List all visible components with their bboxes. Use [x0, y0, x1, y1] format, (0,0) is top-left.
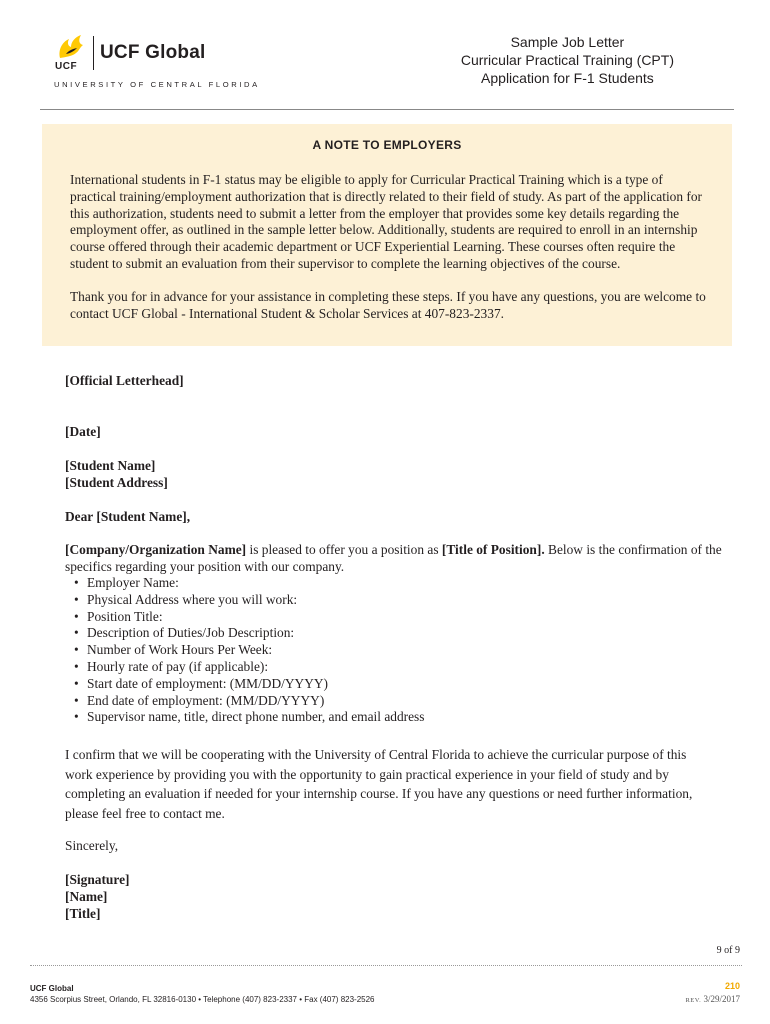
title-placeholder: [Title]	[65, 906, 101, 921]
name-placeholder: [Name]	[65, 889, 108, 904]
position-placeholder: [Title of Position].	[441, 542, 545, 557]
signature-placeholder: [Signature]	[65, 872, 130, 887]
footer-address: 4356 Scorpius Street, Orlando, FL 32816-0130 • Telephone (407) 823-2337 • Fax (407) 823-2526	[30, 995, 375, 1004]
list-item: • Number of Work Hours Per Week:	[74, 642, 424, 659]
title-line: Sample Job Letter	[510, 34, 625, 50]
note-paragraph: International students in F-1 status may be eligible to apply for Curricular Practical Training which is a type of practical training/employment authorization that is directly related to their field of study. As part of the application for this authorization, students need to submit a letter from the employer that provides some key details regarding the employment offer, as outlined in the sample letter below. Additionally, students are required to enroll in an internship course offered through their academic department or UCF Experiential Learning. These courses often require the student to submit an evaluation from their supervisor to complete the learning objectives of the course.	[70, 172, 703, 271]
list-item: • End date of employment: (MM/DD/YYYY)	[74, 693, 424, 710]
list-item: • Start date of employment: (MM/DD/YYYY)	[74, 676, 424, 693]
list-item: • Employer Name:	[74, 575, 424, 592]
ucf-wordmark: UCF	[55, 61, 78, 72]
company-placeholder: [Company/Organization Name]	[65, 542, 247, 557]
student-block	[65, 457, 715, 491]
note-paragraph: Thank you for in advance for your assistance in completing these steps. If you have any questions, you are welcome to contact UCF Global - International Student & Scholar Services at 407-823-2337.	[70, 289, 706, 321]
student-address-placeholder: [Student Address]	[65, 475, 168, 490]
footer-divider	[30, 965, 742, 966]
footer-org-name: UCF Global	[30, 984, 74, 993]
signature-block	[65, 871, 715, 922]
logo-divider	[93, 36, 94, 70]
header-divider	[40, 109, 734, 110]
salutation: Dear [Student Name],	[65, 509, 191, 524]
brand-name: UCF Global	[100, 42, 206, 63]
page-number: 9 of 9	[716, 945, 740, 956]
list-item: • Hourly rate of pay (if applicable):	[74, 659, 424, 676]
list-item: • Supervisor name, title, direct phone number, and email address	[74, 709, 424, 726]
note-title: A NOTE TO EMPLOYERS	[312, 138, 462, 152]
offer-text: Below is the confirmation of the specifics regarding your position with our company.	[65, 542, 722, 574]
form-code: 210	[724, 981, 740, 991]
document-title	[461, 33, 674, 87]
list-item: • Physical Address where you will work:	[74, 592, 424, 609]
revision-label: REV.	[685, 997, 702, 1004]
ucf-global-logo	[54, 30, 260, 92]
university-name: UNIVERSITY OF CENTRAL FLORIDA	[54, 80, 260, 89]
revision-date-value: 3/29/2017	[703, 994, 740, 1004]
list-item: • Position Title:	[74, 609, 424, 626]
list-item: • Description of Duties/Job Description:	[74, 625, 424, 642]
student-name-placeholder: [Student Name]	[65, 458, 156, 473]
title-line: Curricular Practical Training (CPT)	[460, 52, 674, 68]
position-details-list	[74, 575, 424, 726]
confirmation-paragraph: I confirm that we will be cooperating with the University of Central Florida to achieve the curricular purpose of this work experience by providing you with the opportunity to gain practical experience in your field of study and by completing an evaluation if needed for your internship course. If you have any questions or need further information, please feel free to contact me.	[65, 747, 693, 821]
revision-date	[685, 994, 740, 1004]
offer-text: is pleased to offer you a position as	[246, 542, 442, 557]
note-to-employers-box	[42, 124, 732, 346]
closing: Sincerely,	[65, 838, 119, 853]
offer-paragraph	[65, 541, 725, 575]
title-line: Application for F-1 Students	[481, 70, 654, 86]
letterhead-placeholder: [Official Letterhead]	[65, 373, 184, 388]
date-placeholder: [Date]	[65, 424, 101, 439]
